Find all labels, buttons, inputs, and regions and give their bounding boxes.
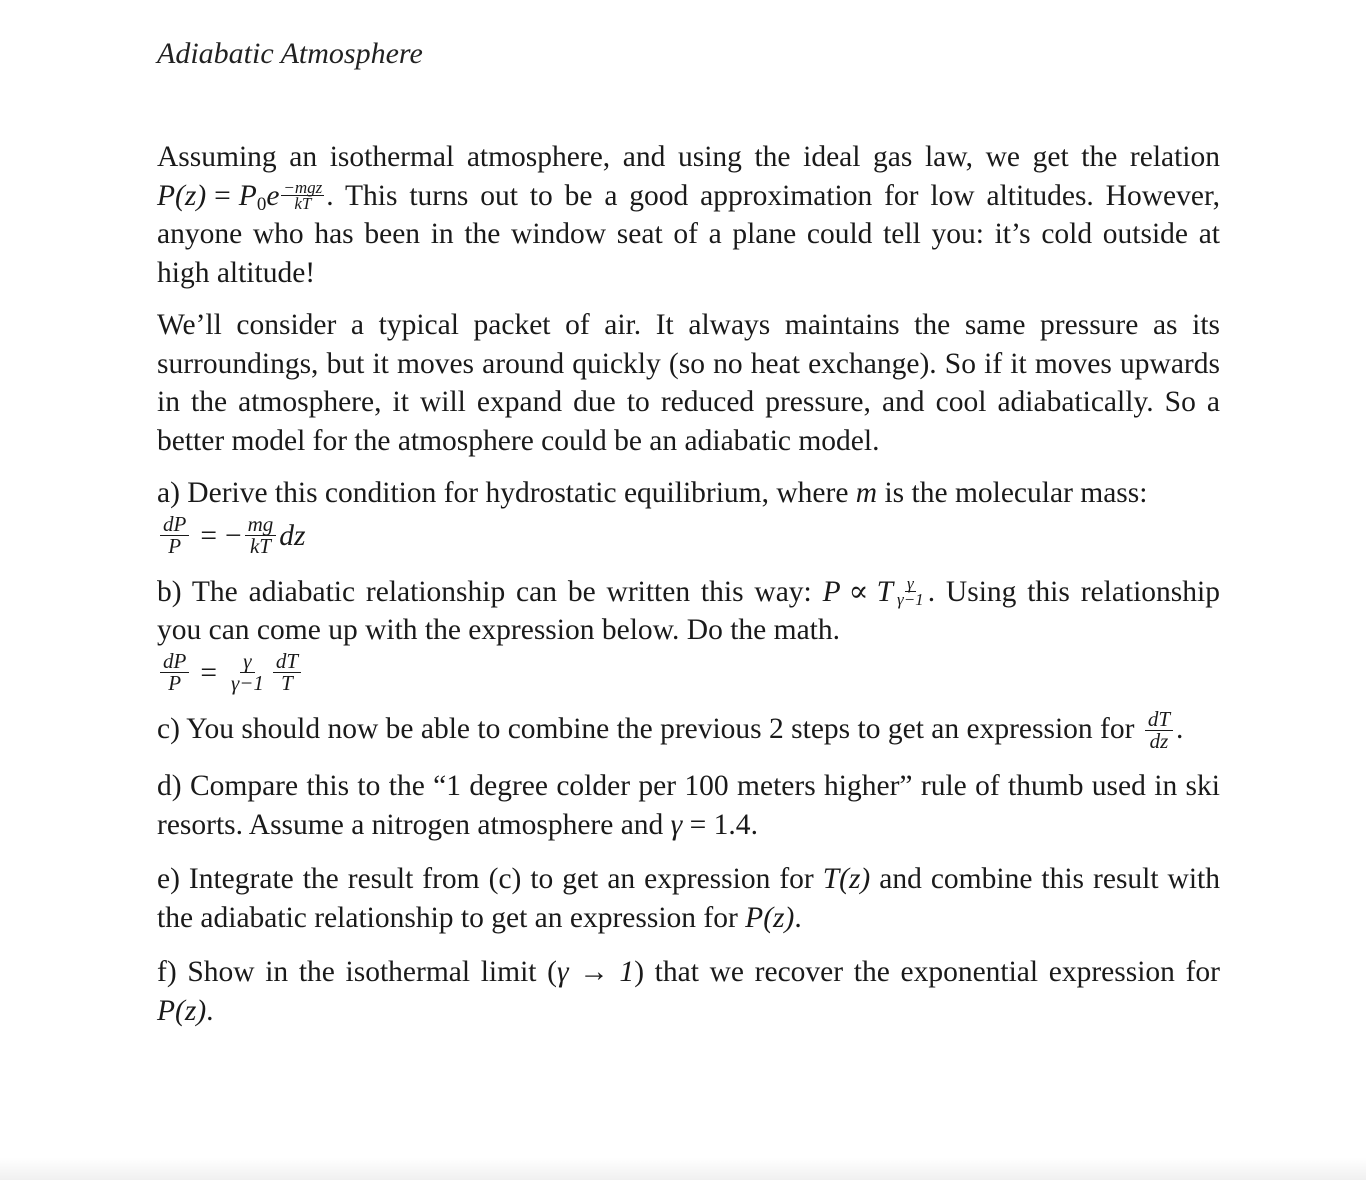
pressure-function: P(z) xyxy=(157,179,207,212)
part-e: e) Integrate the result from (c) to get an expression for T(z) and combine this result with the adiabatic relationship to get an expression for P(z). xyxy=(157,863,1221,934)
page-title: Adiabatic Atmosphere xyxy=(157,37,423,70)
part-b: b) The adiabatic relationship can be written this way: P ∝ T $\frac{\gamma}{\gamma-1}$ . Using this relationship you can come up with the expression below. Do the math. xyxy=(157,573,1220,646)
intro-paragraph-2: We’ll consider a typical packet of air. It always maintains the same pressure as its surroundings, but it moves around quickly (so no heat exchange). So if it moves upwards in the atmosphere, it will expand due to reduced pressure, and cool adiabatically. So a better model for the atmosphere could be an adiabatic model. xyxy=(157,309,1220,457)
dT-dz-fraction: $\frac{dT}{dz}$ xyxy=(1145,710,1173,751)
part-d: d) Compare this to the “1 degree colder per 100 meters higher” rule of thumb used in ski resorts. Assume a nitrogen atmosphere and γ = 1.4. xyxy=(157,770,1220,841)
exponent-fraction: −mgz kT xyxy=(283,177,323,213)
problem-body xyxy=(157,138,1220,1030)
page-bottom-edge xyxy=(0,1158,1366,1180)
equation-hydrostatic: $\frac{dP}{P}$ = − $\frac{mg}{kT}$ dz xyxy=(157,513,1220,559)
part-a: a) Derive this condition for hydrostatic equilibrium, where m is the molecular mass: xyxy=(157,477,1148,509)
intro-paragraph-1: Assuming an isothermal atmosphere, and using the ideal gas law, we get the relation $P(z) = P_0e$ −mgz kT . This turns out to be a good approximation for low altitudes. However, anyone who has been in the window seat of a plane could tell you: it’s cold outside at high altitude! xyxy=(157,141,1220,289)
part-f: f) Show in the isothermal limit (γ → 1) that we recover the exponential expression for P(z). xyxy=(157,956,1220,1027)
equation-adiabatic: $\frac{dP}{P}$ = $\frac{\gamma}{\gamma-1}$ $\frac{dT}{T}$ xyxy=(157,650,1220,696)
adiabatic-exponent: $\frac{\gamma}{\gamma-1}$ xyxy=(897,573,924,609)
part-c: c) You should now be able to combine the previous 2 steps to get an expression for $\frac{dT}{dz}$ . xyxy=(157,707,1184,754)
